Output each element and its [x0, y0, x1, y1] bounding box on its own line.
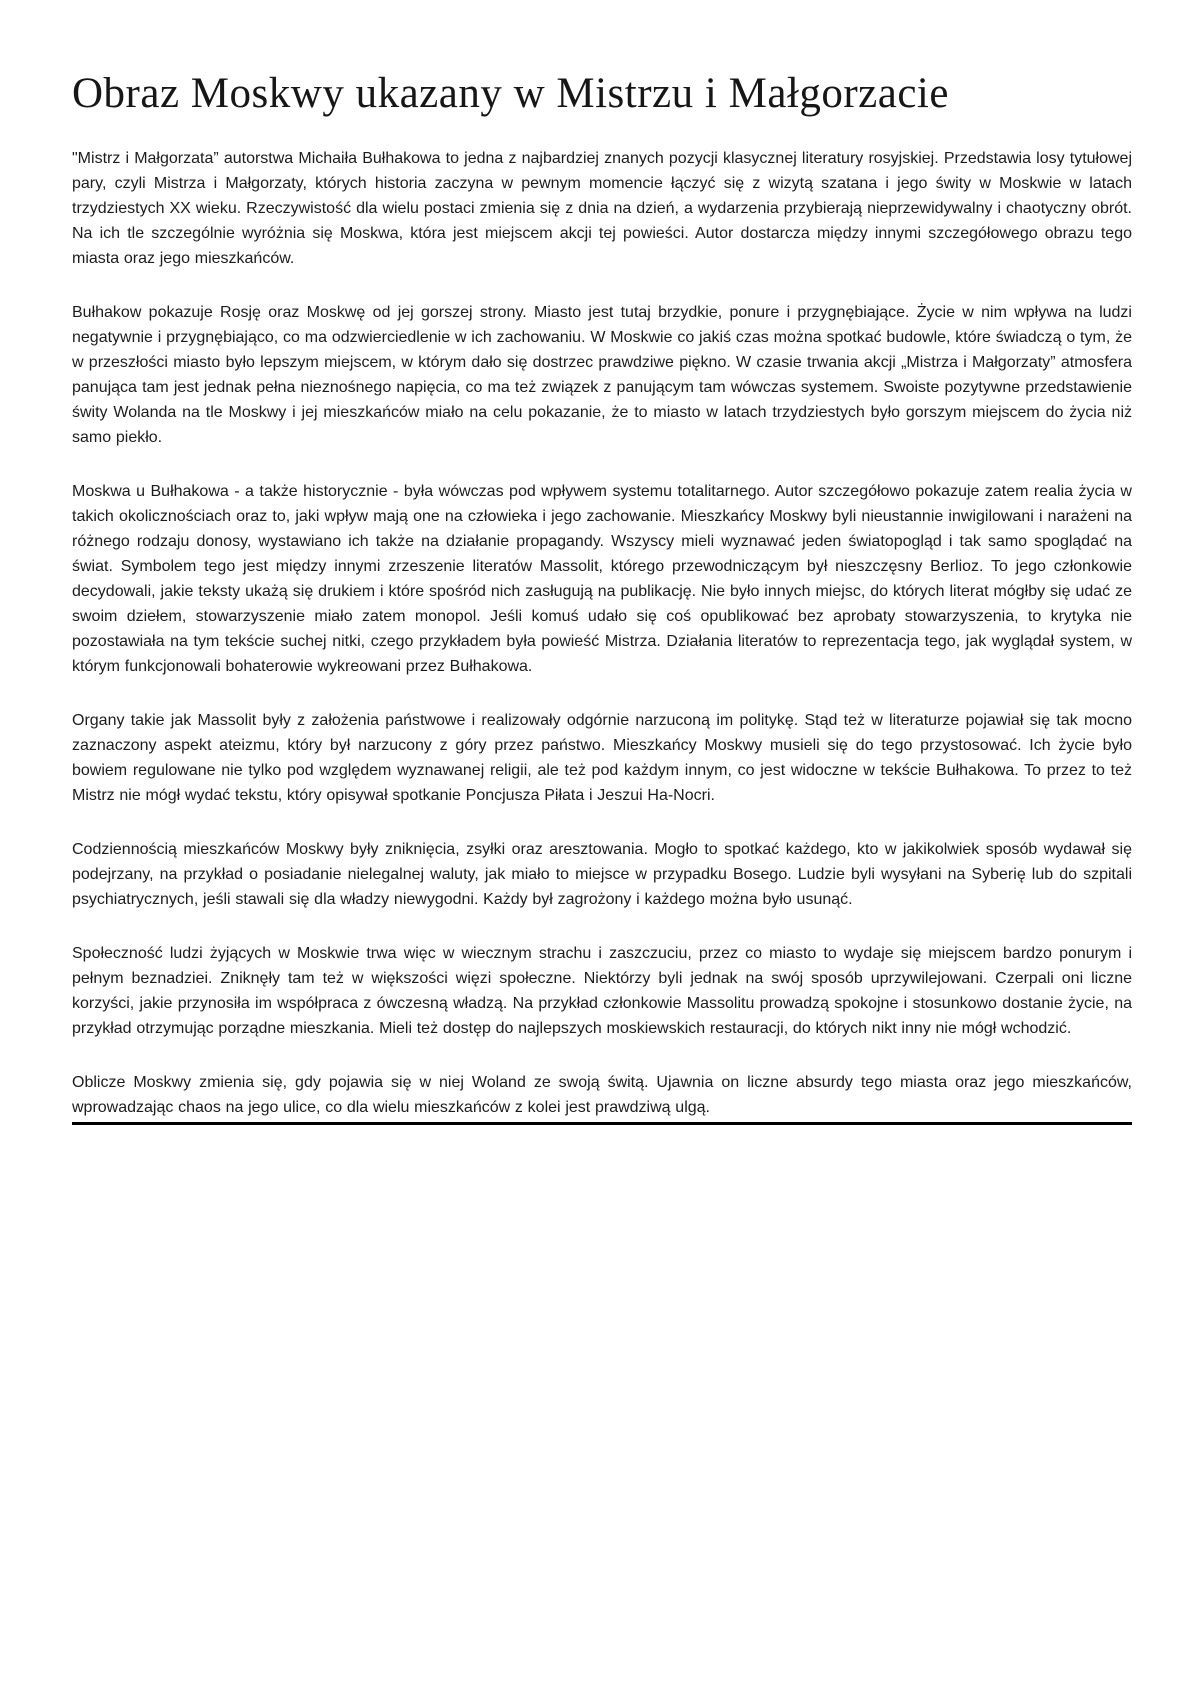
paragraph-6: Społeczność ludzi żyjących w Moskwie trwa więc w wiecznym strachu i zaszczuciu, przez co miasto to wydaje się miejscem bardzo ponurym i pełnym beznadziei. Zniknęły tam też w większości więzi społeczne. Niektórzy byli jednak na swój sposób uprzywilejowani. Czerpali oni liczne korzyści, jakie przynosiła im współpraca z ówczesną władzą. Na przykład członkowie Massolitu prowadzą spokojne i stosunkowo dostanie życie, na przykład otrzymując porządne mieszkania. Mieli też dostęp do najlepszych moskiewskich restauracji, do których nikt inny nie mógł wchodzić.	[72, 945, 1132, 1037]
paragraph-3: Moskwa u Bułhakowa - a także historycznie - była wówczas pod wpływem systemu totalitarnego. Autor szczegółowo pokazuje zatem realia życia w takich okolicznościach oraz to, jaki wpływ mają one na człowieka i jego zachowanie. Mieszkańcy Moskwy byli nieustannie inwigilowani i narażeni na różnego rodzaju donosy, wystawiano ich także na działanie propagandy. Wszyscy mieli wyznawać jeden światopogląd i tak samo spoglądać na świat. Symbolem tego jest między innymi zrzeszenie literatów Massolit, którego przewodniczącym był nieszczęsny Berlioz. To jego członkowie decydowali, jakie teksty ukażą się drukiem i które spośród nich zasługują na publikację. Nie było innych miejsc, do których literat mógłby się udać ze swoim dziełem, stowarzyszenie miało zatem monopol. Jeśli komuś udało się coś opublikować bez aprobaty stowarzyszenia, to krytyka nie pozostawiała na tym tekście suchej nitki, czego przykładem była powieść Mistrza. Działania literatów to reprezentacja tego, jak wyglądał system, w którym funkcjonowali bohaterowie wykreowani przez Bułhakowa.	[72, 483, 1132, 675]
document-title: Obraz Moskwy ukazany w Mistrzu i Małgorzacie	[72, 70, 949, 117]
paragraph-1: "Mistrz i Małgorzata” autorstwa Michaiła Bułhakowa to jedna z najbardziej znanych pozycji klasycznej literatury rosyjskiej. Przedstawia losy tytułowej pary, czyli Mistrza i Małgorzaty, których historia zaczyna w pewnym momencie łączyć się z wizytą szatana i jego świty w Moskwie w latach trzydziestych XX wieku. Rzeczywistość dla wielu postaci zmienia się z dnia na dzień, a wydarzenia przybierają nieprzewidywalny i chaotyczny obrót. Na ich tle szczególnie wyróżnia się Moskwa, która jest miejscem akcji tej powieści. Autor dostarcza między innymi szczegółowego obrazu tego miasta oraz jego mieszkańców.	[72, 150, 1132, 267]
document-body	[72, 146, 1132, 1125]
paragraph-4: Organy takie jak Massolit były z założenia państwowe i realizowały odgórnie narzuconą im politykę. Stąd też w literaturze pojawiał się tak mocno zaznaczony aspekt ateizmu, który był narzucony z góry przez państwo. Mieszkańcy Moskwy musieli się do tego przystosować. Ich życie było bowiem regulowane nie tylko pod względem wyznawanej religii, ale też pod każdym innym, co jest widoczne w tekście Bułhakowa. To przez to też Mistrz nie mógł wydać tekstu, który opisywał spotkanie Poncjusza Piłata i Jeszui Ha-Nocri.	[72, 712, 1132, 804]
paragraph-7: Oblicze Moskwy zmienia się, gdy pojawia się w niej Woland ze swoją świtą. Ujawnia on liczne absurdy tego miasta oraz jego mieszkańców, wprowadzając chaos na jego ulice, co dla wielu mieszkańców z kolei jest prawdziwą ulgą.	[72, 1074, 1132, 1116]
paragraph-5: Codziennością mieszkańców Moskwy były zniknięcia, zsyłki oraz aresztowania. Mogło to spotkać każdego, kto w jakikolwiek sposób wydawał się podejrzany, na przykład o posiadanie nielegalnej waluty, jak miało to miejsce w przypadku Bosego. Ludzie byli wysyłani na Syberię lub do szpitali psychiatrycznych, jeśli stawali się dla władzy niewygodni. Każdy był zagrożony i każdego można było usunąć.	[72, 841, 1132, 908]
paragraph-2: Bułhakow pokazuje Rosję oraz Moskwę od jej gorszej strony. Miasto jest tutaj brzydkie, ponure i przygnębiające. Życie w nim wpływa na ludzi negatywnie i przygnębiająco, co ma odzwierciedlenie w ich zachowaniu. W Moskwie co jakiś czas można spotkać budowle, które świadczą o tym, że w przeszłości miasto było lepszym miejscem, w którym dało się dostrzec prawdziwe piękno. W czasie trwania akcji „Mistrza i Małgorzaty” atmosfera panująca tam jest jednak pełna nieznośnego napięcia, co ma też związek z panującym tam wówczas systemem. Swoiste pozytywne przedstawienie świty Wolanda na tle Moskwy i jej mieszkańców miało na celu pokazanie, że to miasto w latach trzydziestych było gorszym miejscem do życia niż samo piekło.	[72, 304, 1132, 446]
end-rule	[72, 1122, 1132, 1125]
